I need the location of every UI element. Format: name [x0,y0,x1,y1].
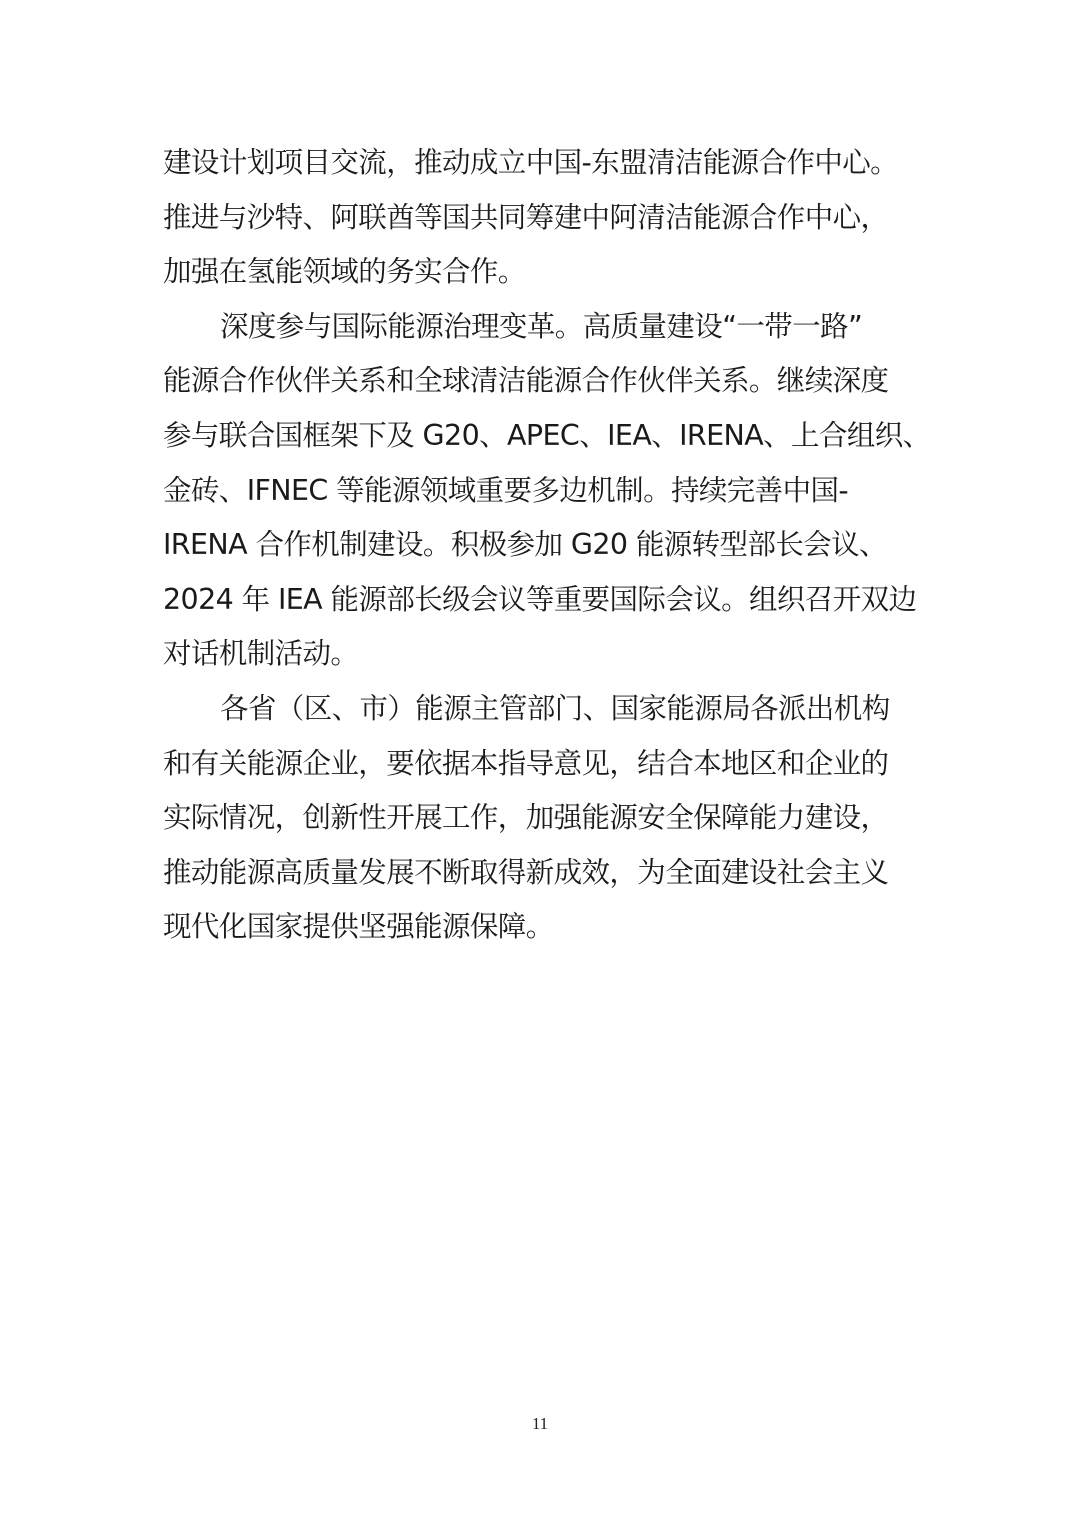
page-number: 11 [531,1414,549,1433]
text-line: 各省（区、市）能源主管部门、国家能源局各派出机构 [220,691,890,725]
text-line: 实际情况，创新性开展工作，加强能源安全保障能力建设， [163,801,889,835]
text-line: 深度参与国际能源治理变革。高质量建设“一带一路” [220,309,863,343]
text-line: 金砖、IFNEC 等能源领域重要多边机制。持续完善中国- [163,473,849,507]
text-line: 2024 年 IEA 能源部长级会议等重要国际会议。组织召开双边 [163,582,917,616]
paragraph-global-energy-governance [163,300,931,682]
paragraph-cooperation-centers [163,136,923,300]
text-line: 加强在氢能领域的务实合作。 [163,255,526,289]
text-line: 能源合作伙伴关系和全球清洁能源合作伙伴关系。继续深度 [163,364,889,398]
text-line: 推动能源高质量发展不断取得新成效，为全面建设社会主义 [163,855,889,889]
text-line: 现代化国家提供坚强能源保障。 [163,910,554,944]
document-body [163,136,931,955]
paragraph-implementation-guidance [163,682,923,955]
text-line: 和有关能源企业，要依据本指导意见，结合本地区和企业的 [163,746,889,780]
text-line: IRENA 合作机制建设。积极参加 G20 能源转型部长会议、 [163,528,887,562]
text-line: 建设计划项目交流，推动成立中国-东盟清洁能源合作中心。 [163,146,899,179]
text-line: 推进与沙特、阿联酋等国共同筹建中阿清洁能源合作中心， [163,200,889,234]
text-line: 对话机制活动。 [163,637,359,671]
text-line: 参与联合国框架下及 G20、APEC、IEA、IRENA、上合组织、 [163,418,931,452]
